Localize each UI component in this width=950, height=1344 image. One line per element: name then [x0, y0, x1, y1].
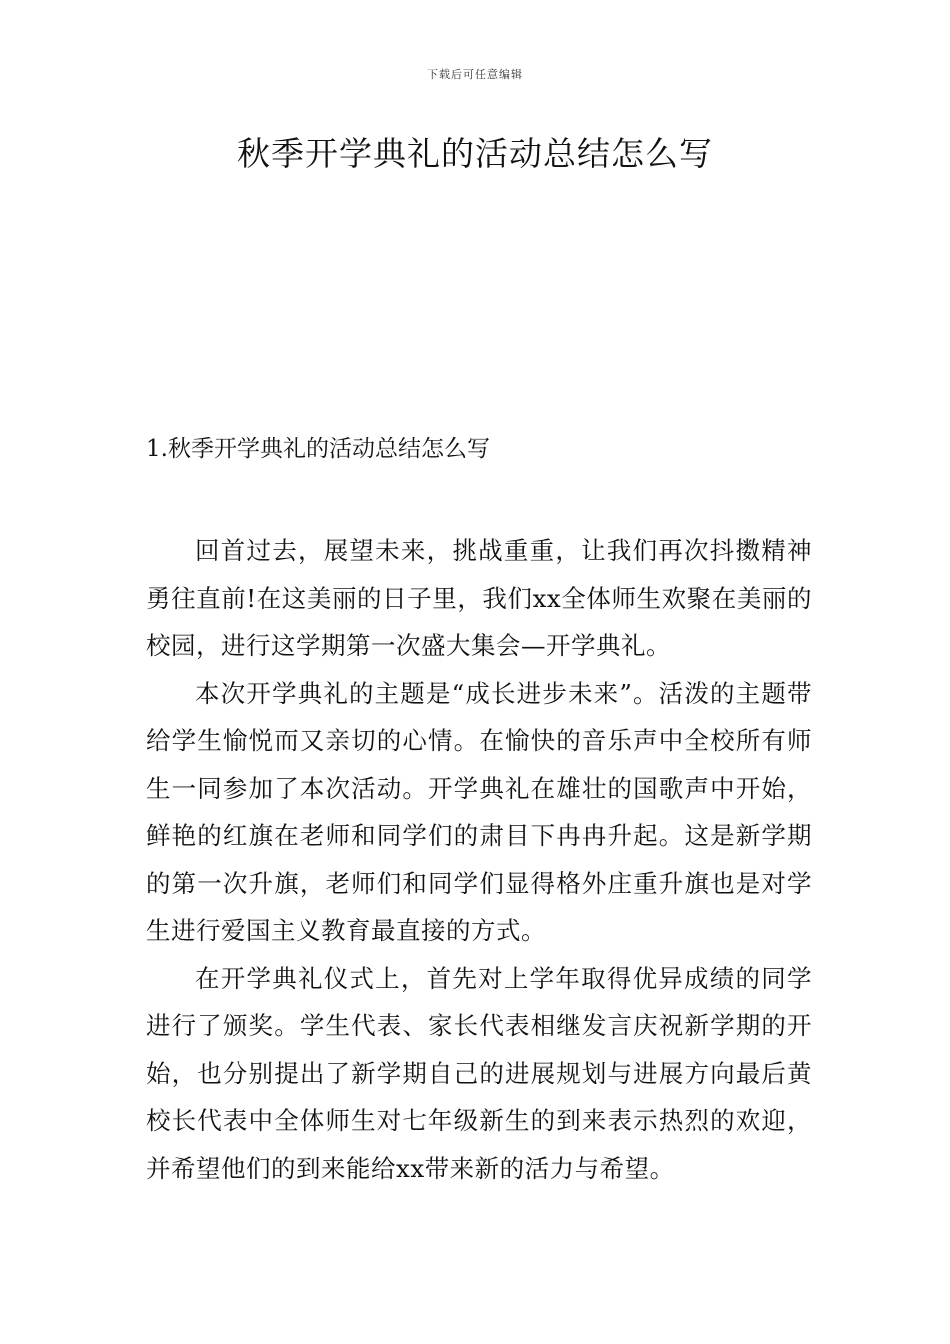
- paragraph: 回首过去，展望未来，挑战重重，让我们再次抖擞精神勇往直前!在这美丽的日子里，我们xx全体师生欢聚在美丽的校园，进行这学期第一次盛大集会—开学典礼。: [146, 536, 812, 660]
- document-title: 秋季开学典礼的活动总结怎么写: [237, 134, 713, 173]
- section-heading: 1.秋季开学典礼的活动总结怎么写: [146, 436, 490, 462]
- header-note: 下载后可任意编辑: [427, 68, 523, 81]
- paragraph: 本次开学典礼的主题是“成长进步未来”。活泼的主题带给学生愉悦而又亲切的心情。在愉快的音乐声中全校所有师生一同参加了本次活动。开学典礼在雄壮的国歌声中开始，鲜艳的红旗在老师和同学们的肃目下冉冉升起。这是新学期的第一次升旗，老师们和同学们显得格外庄重升旗也是对学生进行爱国主义教育最直接的方式。: [146, 678, 812, 945]
- body-text: [146, 527, 812, 1192]
- paragraph: 在开学典礼仪式上，首先对上学年取得优异成绩的同学进行了颁奖。学生代表、家长代表相继发言庆祝新学期的开始，也分别提出了新学期自己的进展规划与进展方向最后黄校长代表中全体师生对七年级新生的到来表示热烈的欢迎，并希望他们的到来能给xx带来新的活力与希望。: [146, 963, 812, 1183]
